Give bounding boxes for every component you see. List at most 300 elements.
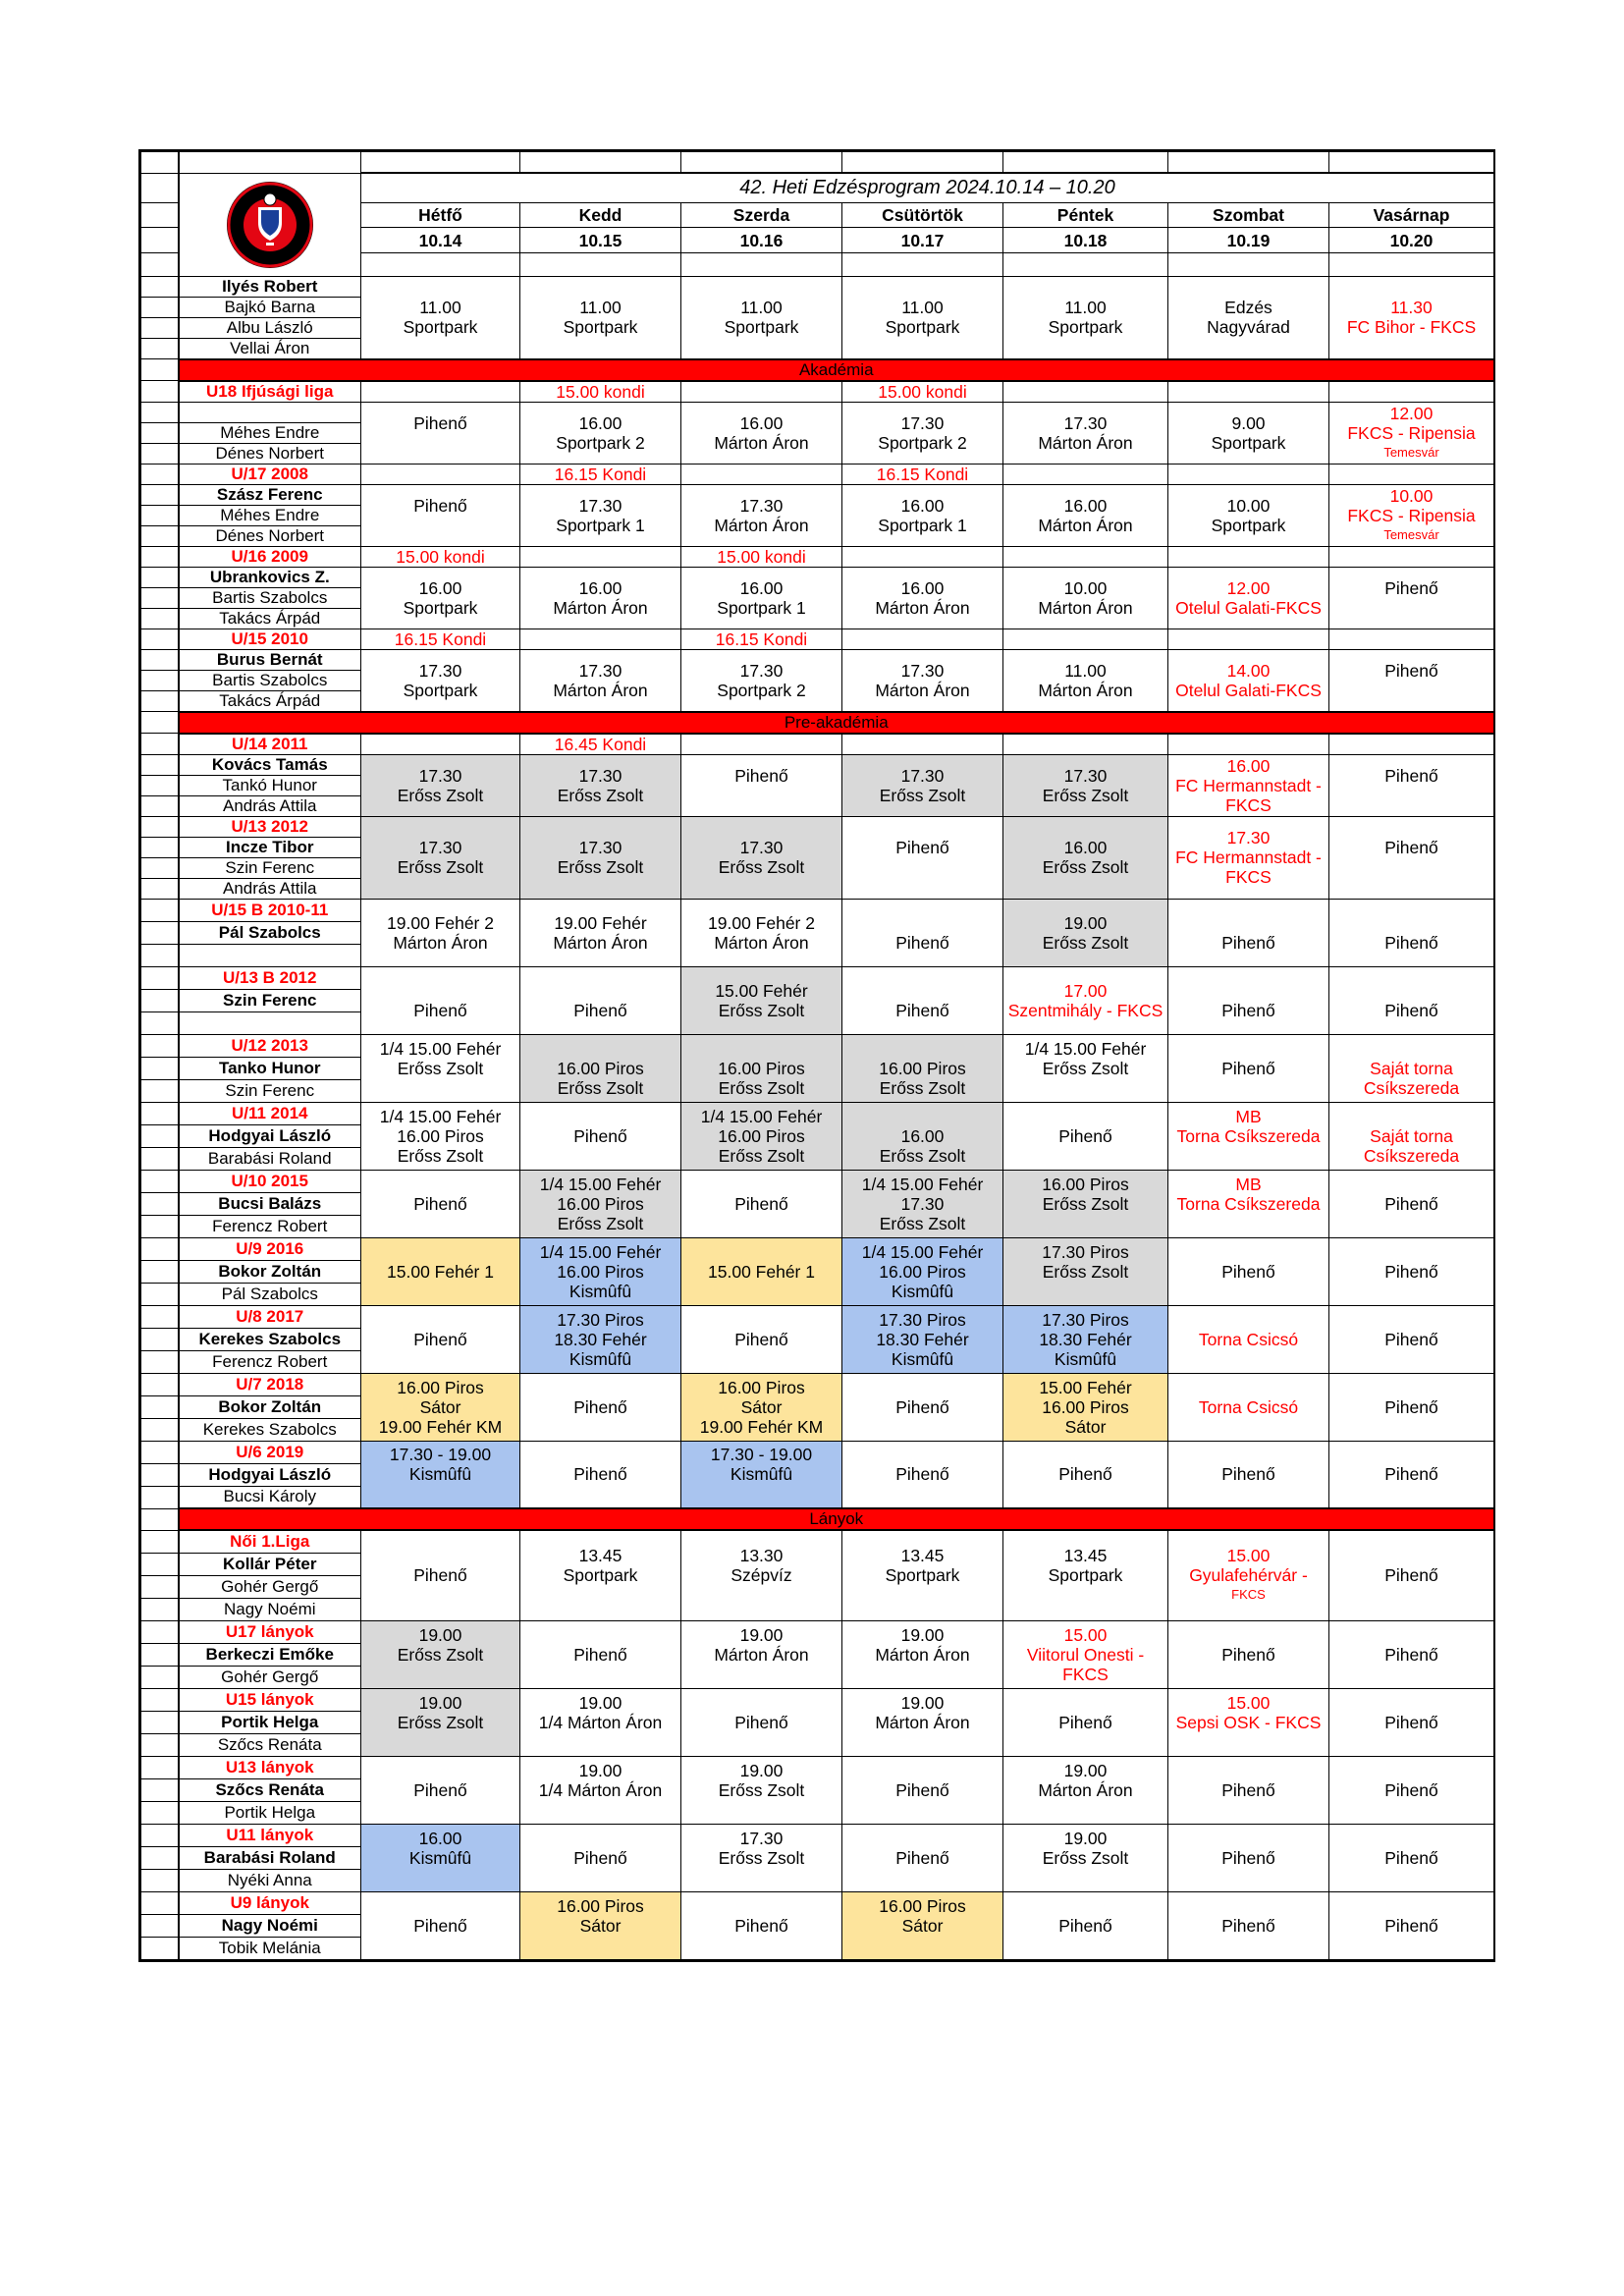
cell-line: Márton Áron — [875, 680, 970, 700]
coach-name: Barabási Roland — [179, 1846, 361, 1869]
row-number-cell — [141, 567, 179, 587]
training-cell — [1168, 1305, 1329, 1373]
row-number-cell — [141, 1441, 179, 1463]
training-cell — [1168, 1620, 1329, 1688]
cell-line — [1168, 913, 1328, 933]
cell-line: 17.30 — [1063, 765, 1108, 786]
cell-line: Kismûfû — [891, 1281, 954, 1301]
cell-line: Pihenő — [413, 495, 467, 516]
row-number-cell — [141, 1801, 179, 1824]
cell-line: 16.00 — [418, 1828, 462, 1848]
training-cell — [1329, 567, 1494, 629]
coach-name: Szin Ferenc — [179, 857, 361, 878]
cell-line — [681, 786, 841, 805]
cell-line: Sátor — [419, 1396, 461, 1417]
cell-line: Pihenő — [1058, 1712, 1112, 1732]
cell-line: 19.00 Fehér 2 — [708, 912, 815, 933]
row-number-cell — [141, 712, 179, 734]
cell-line — [1003, 1936, 1167, 1955]
cell-line: 15.00 Fehér — [1039, 1377, 1132, 1397]
training-cell — [1329, 1824, 1494, 1891]
cell-line: Csíkszereda — [1363, 1077, 1460, 1098]
cell-line: Sportpark — [403, 317, 478, 337]
coach-name: Kerekes Szabolcs — [179, 1418, 361, 1441]
kondi-cell — [361, 464, 520, 484]
training-cell — [520, 1034, 681, 1102]
group-title: U/10 2015 — [179, 1170, 361, 1192]
cell-line — [520, 1484, 680, 1503]
cell-line: Erőss Zsolt — [397, 857, 484, 877]
training-cell — [520, 649, 681, 712]
section-header-1: Pre-akadémia — [179, 712, 1494, 734]
day-date-5: 10.19 — [1168, 228, 1329, 253]
training-cell — [1003, 1441, 1168, 1508]
cell-line — [1168, 1282, 1328, 1301]
training-cell — [1329, 1441, 1494, 1508]
training-cell — [1003, 1688, 1168, 1756]
cell-line — [1329, 1585, 1493, 1605]
cell-line: 17.30 — [739, 1828, 784, 1848]
row-number-cell — [141, 1733, 179, 1756]
cell-line: 13.30 — [739, 1546, 784, 1566]
cell-line — [520, 981, 680, 1001]
cell-line — [1329, 1800, 1493, 1820]
cell-line: Márton Áron — [1038, 680, 1133, 700]
group-title: U11 lányok — [179, 1824, 361, 1846]
cell-line: Pihenő — [1384, 1644, 1438, 1665]
cell-line: Pihenő — [1221, 1847, 1275, 1868]
cell-line: 1/4 15.00 Fehér — [539, 1241, 662, 1262]
cell-line: Torna Csíkszereda — [1176, 1125, 1321, 1146]
coach-name: Kerekes Szabolcs — [179, 1328, 361, 1350]
row-number-cell — [141, 734, 179, 755]
cell-line: Pihenő — [1384, 1396, 1438, 1417]
kondi-cell — [1329, 464, 1494, 484]
cell-line: Kismûfû — [568, 1281, 632, 1301]
cell-line — [1329, 1214, 1493, 1233]
training-cell — [1168, 484, 1329, 546]
training-cell — [842, 754, 1003, 816]
cell-line: 17.30 — [418, 660, 462, 681]
cell-line — [1329, 1761, 1493, 1780]
kondi-cell: 16.15 Kondi — [842, 464, 1003, 484]
kondi-cell: 16.15 Kondi — [681, 629, 842, 649]
cell-line — [842, 981, 1002, 1001]
cell-line: Pihenő — [1384, 838, 1438, 857]
cell-line: Pihenő — [1384, 932, 1438, 953]
row-number-cell — [141, 484, 179, 505]
table-row — [141, 1441, 1494, 1463]
cell-line — [1168, 1829, 1328, 1848]
cell-line: 17.30 — [1063, 412, 1108, 433]
cell-line — [1329, 1107, 1493, 1126]
table-row — [141, 1824, 1494, 1846]
cell-line — [681, 1665, 841, 1684]
table-row — [141, 152, 1494, 174]
training-cell — [842, 1170, 1003, 1237]
cell-line: Pihenő — [413, 1193, 467, 1214]
cell-line — [520, 1829, 680, 1848]
cell-line: FC Hermannstadt - — [1175, 775, 1322, 795]
cell-line: Kismûfû — [408, 1464, 472, 1485]
cell-line — [681, 1693, 841, 1713]
row-number-cell — [141, 1350, 179, 1373]
kondi-cell: 15.00 kondi — [842, 381, 1003, 403]
blank-cell — [1168, 152, 1329, 174]
cell-line — [681, 1896, 841, 1916]
cell-line: 16.00 Piros — [1042, 1174, 1129, 1194]
row-number-cell — [141, 422, 179, 443]
cell-line: 13.45 — [578, 1546, 623, 1566]
row-number-cell — [141, 1575, 179, 1598]
club-logo-cell — [179, 173, 361, 276]
table-row — [141, 1756, 1494, 1778]
row-number-cell — [141, 1057, 179, 1079]
cell-line — [361, 433, 519, 453]
cell-line — [1168, 1625, 1328, 1645]
row-number-cell — [141, 1305, 179, 1328]
cell-line — [1329, 1625, 1493, 1645]
cell-line: Sportpark 2 — [717, 680, 806, 700]
row-number-cell — [141, 754, 179, 775]
training-cell — [1329, 1170, 1494, 1237]
training-cell — [1168, 1688, 1329, 1756]
cell-line: Pihenő — [895, 838, 949, 857]
cell-line: 1/4 15.00 Fehér — [539, 1174, 662, 1194]
cell-line: Pihenő — [1384, 1779, 1438, 1800]
coach-name: Albu László — [179, 317, 361, 338]
cell-line: Márton Áron — [875, 1712, 970, 1732]
cell-line: Pihenő — [1384, 660, 1438, 681]
cell-line: 17.30 — [900, 1193, 945, 1214]
cell-line — [842, 857, 1002, 877]
cell-line: 16.00 Piros — [718, 1377, 805, 1397]
coach-name: Gohér Gergő — [179, 1575, 361, 1598]
training-cell — [1168, 402, 1329, 464]
cell-line: MB — [1235, 1174, 1262, 1194]
training-cell — [1329, 276, 1494, 359]
coach-name: Hodgyai László — [179, 1463, 361, 1486]
cell-line — [361, 1896, 519, 1916]
cell-line — [842, 1445, 1002, 1464]
kondi-cell — [1003, 381, 1168, 403]
row-number-cell — [141, 989, 179, 1011]
cell-line: 12.00 — [1226, 577, 1271, 598]
cell-line: Erőss Zsolt — [879, 1145, 966, 1166]
training-cell — [842, 1891, 1003, 1959]
table-row — [141, 173, 1494, 202]
cell-line — [361, 1175, 519, 1194]
row-number-cell — [141, 944, 179, 966]
row-number-cell — [141, 1508, 179, 1530]
training-cell — [361, 816, 520, 899]
cell-line — [681, 1484, 841, 1503]
cell-line: Márton Áron — [875, 1644, 970, 1665]
training-schedule-table — [140, 151, 1494, 1960]
day-name-0: Hétfő — [361, 202, 520, 227]
cell-line: Erőss Zsolt — [718, 1145, 805, 1166]
row-number-cell — [141, 1170, 179, 1192]
training-cell — [842, 1530, 1003, 1620]
coach-name: Nyéki Anna — [179, 1869, 361, 1891]
training-cell — [1003, 1237, 1168, 1305]
cell-line: Márton Áron — [1038, 597, 1133, 618]
day-name-6: Vasárnap — [1329, 202, 1494, 227]
group-title: Női 1.Liga — [179, 1530, 361, 1553]
cell-line: 18.30 Fehér — [554, 1329, 647, 1349]
row-number-cell — [141, 795, 179, 816]
row-number-cell — [141, 546, 179, 567]
cell-line: 11.00 — [1064, 298, 1107, 317]
cell-line — [681, 1175, 841, 1194]
training-cell — [1329, 1620, 1494, 1688]
table-row — [141, 966, 1494, 989]
blank-cell — [179, 152, 361, 174]
row-number-cell — [141, 1147, 179, 1170]
cell-line: Pihenő — [1221, 1779, 1275, 1800]
training-cell — [520, 754, 681, 816]
row-number-cell — [141, 587, 179, 608]
cell-line: 19.00 — [739, 1624, 784, 1645]
cell-line — [1168, 1761, 1328, 1780]
cell-line — [361, 1546, 519, 1565]
training-cell — [842, 1756, 1003, 1824]
group-title: U/13 B 2012 — [179, 966, 361, 989]
training-cell — [361, 1170, 520, 1237]
row-number-cell — [141, 1937, 179, 1959]
cell-line: Gyulafehérvár - — [1189, 1565, 1308, 1586]
cell-line: Szentmihály - FKCS — [1007, 1000, 1164, 1020]
training-cell — [520, 1305, 681, 1373]
cell-line: 15.00 Fehér 1 — [387, 1261, 494, 1282]
cell-line — [1329, 1936, 1493, 1955]
training-cell — [681, 754, 842, 816]
cell-line — [1168, 1146, 1328, 1166]
cell-line: 17.30 Piros — [1042, 1309, 1129, 1330]
cell-line — [1003, 1214, 1167, 1233]
training-cell — [1168, 1237, 1329, 1305]
cell-line: 19.00 — [1063, 1828, 1108, 1848]
row-number-cell — [141, 690, 179, 712]
training-cell — [681, 567, 842, 629]
blank-cell — [842, 152, 1003, 174]
cell-line: Pihenő — [1221, 1644, 1275, 1665]
training-cell — [520, 1530, 681, 1620]
cell-line: FC Bihor - FKCS — [1346, 317, 1477, 337]
kondi-cell: 15.00 kondi — [361, 546, 520, 567]
blank-cell — [681, 253, 842, 276]
table-row — [141, 1530, 1494, 1553]
cell-line: Erőss Zsolt — [557, 857, 644, 877]
training-cell — [681, 1891, 842, 1959]
group-title: U/17 2008 — [179, 464, 361, 484]
cell-line: 16.00 — [578, 412, 623, 433]
cell-line — [681, 1349, 841, 1369]
cell-line: Torna Csicsó — [1198, 1329, 1299, 1349]
training-cell — [1003, 899, 1168, 966]
cell-line: Sportpark — [563, 1565, 638, 1586]
day-name-2: Szerda — [681, 202, 842, 227]
training-cell — [520, 966, 681, 1034]
cell-line: Pihenő — [1384, 1261, 1438, 1282]
group-title: Ilyés Robert — [179, 276, 361, 297]
cell-line — [842, 1761, 1002, 1780]
cell-line: Torna Csíkszereda — [1176, 1193, 1321, 1214]
cell-line — [842, 1800, 1002, 1820]
cell-line: 19.00 Fehér KM — [699, 1416, 824, 1437]
row-number-cell — [141, 381, 179, 403]
cell-line — [520, 1378, 680, 1397]
group-title: U/12 2013 — [179, 1034, 361, 1057]
cell-line: Sportpark — [1048, 1565, 1123, 1586]
row-number-cell — [141, 338, 179, 359]
cell-line: Márton Áron — [393, 932, 488, 953]
cell-line — [1329, 981, 1493, 1001]
row-number-cell — [141, 1124, 179, 1147]
cell-line: 16.00 — [1226, 755, 1271, 776]
cell-line — [520, 1665, 680, 1684]
cell-line: MB — [1235, 1106, 1262, 1126]
cell-line: 17.30 — [900, 765, 945, 786]
group-title: U9 lányok — [179, 1891, 361, 1914]
blank-cell — [1168, 253, 1329, 276]
training-cell — [1329, 1034, 1494, 1102]
cell-line — [520, 1445, 680, 1464]
coach-name: Bucsi Károly — [179, 1486, 361, 1508]
cell-line — [1168, 1078, 1328, 1098]
coach-name: Hodgyai László — [179, 1124, 361, 1147]
training-cell — [361, 1688, 520, 1756]
cell-line: Erőss Zsolt — [718, 1077, 805, 1098]
cell-line: Viitorul Onesti - — [1026, 1644, 1145, 1665]
coach-name: Burus Bernát — [179, 649, 361, 670]
coach-name: Gohér Gergő — [179, 1666, 361, 1688]
cell-line: 16.00 Piros — [397, 1125, 484, 1146]
cell-line: Temesvár — [1383, 444, 1439, 460]
cell-line: Otelul Galati-FKCS — [1175, 680, 1322, 700]
row-number-cell — [141, 276, 179, 297]
training-cell — [842, 816, 1003, 899]
training-cell — [1329, 1756, 1494, 1824]
cell-line: Erőss Zsolt — [1042, 785, 1129, 805]
cell-line: Kismûfû — [568, 1348, 632, 1369]
cell-line: Pihenő — [1384, 1712, 1438, 1732]
cell-line: Erőss Zsolt — [1042, 932, 1129, 953]
row-number-cell — [141, 1463, 179, 1486]
cell-line — [1329, 1665, 1493, 1684]
training-cell — [1003, 1102, 1168, 1170]
cell-line: Erőss Zsolt — [397, 1644, 484, 1665]
coach-name: Kovács Tamás — [179, 754, 361, 775]
kondi-cell — [361, 381, 520, 403]
group-title: U18 Ifjúsági liga — [179, 381, 361, 403]
coach-name: Ferencz Robert — [179, 1215, 361, 1237]
coach-name: Berkeczi Emőke — [179, 1643, 361, 1666]
cell-line: Pihenő — [573, 1847, 627, 1868]
cell-line: 1/4 15.00 Fehér — [379, 1038, 502, 1059]
group-title: U/8 2017 — [179, 1305, 361, 1328]
coach-name: Szőcs Renáta — [179, 1778, 361, 1801]
cell-line: Pihenő — [1221, 1261, 1275, 1282]
cell-line: Pihenő — [1384, 1565, 1438, 1586]
cell-line: FKCS — [1225, 867, 1272, 887]
training-cell — [842, 1373, 1003, 1441]
cell-line: Kismûfû — [1054, 1348, 1117, 1369]
table-row — [141, 402, 1494, 422]
cell-line: Sportpark 1 — [556, 515, 645, 535]
training-cell — [1168, 1373, 1329, 1441]
blank-cell — [1003, 253, 1168, 276]
table-row — [141, 754, 1494, 775]
cell-line: Pihenő — [895, 1847, 949, 1868]
cell-line — [520, 1585, 680, 1605]
cell-line: 11.00 — [579, 298, 622, 317]
cell-line: 17.30 Piros — [557, 1309, 644, 1330]
training-cell — [1003, 754, 1168, 816]
training-cell — [681, 649, 842, 712]
row-number-cell — [141, 505, 179, 525]
kondi-cell — [520, 546, 681, 567]
cell-line — [681, 1242, 841, 1262]
row-number-cell — [141, 1102, 179, 1124]
coach-name — [179, 944, 361, 966]
training-cell — [681, 899, 842, 966]
coach-name: Bokor Zoltán — [179, 1395, 361, 1418]
cell-line: Sportpark — [1211, 515, 1286, 535]
group-title: U/16 2009 — [179, 546, 361, 567]
cell-line: 17.30 Piros — [1042, 1241, 1129, 1262]
cell-line: Pihenő — [1384, 1915, 1438, 1936]
row-number-cell — [141, 649, 179, 670]
cell-line: 1/4 Márton Áron — [538, 1712, 663, 1732]
cell-line — [842, 1665, 1002, 1684]
training-cell — [1003, 1373, 1168, 1441]
cell-line — [681, 1585, 841, 1605]
group-title: U/11 2014 — [179, 1102, 361, 1124]
cell-line: Pihenő — [1384, 1464, 1438, 1485]
training-cell — [1329, 1891, 1494, 1959]
training-cell — [842, 1102, 1003, 1170]
coach-name: Takács Árpád — [179, 690, 361, 712]
cell-line: 16.00 Piros — [718, 1125, 805, 1146]
cell-line — [681, 1732, 841, 1752]
cell-line: Pihenő — [1221, 932, 1275, 953]
row-number-cell — [141, 1283, 179, 1305]
table-row — [141, 899, 1494, 921]
table-row — [141, 712, 1494, 734]
training-cell — [842, 1620, 1003, 1688]
table-row — [141, 359, 1494, 381]
cell-line — [361, 1349, 519, 1369]
training-cell — [1329, 899, 1494, 966]
cell-line: 16.00 Piros — [879, 1895, 966, 1916]
row-number-cell — [141, 1688, 179, 1711]
coach-name: Szin Ferenc — [179, 989, 361, 1011]
cell-line: 17.00 — [1063, 980, 1108, 1001]
group-title: U/7 2018 — [179, 1373, 361, 1395]
cell-line: Pihenő — [1058, 1915, 1112, 1936]
training-cell — [1003, 1824, 1168, 1891]
cell-line — [361, 1761, 519, 1780]
blank-cell — [1329, 253, 1494, 276]
training-cell — [842, 1688, 1003, 1756]
training-cell — [361, 1441, 520, 1508]
kondi-cell — [842, 546, 1003, 567]
cell-line: Erőss Zsolt — [1042, 1193, 1129, 1214]
kondi-cell — [1329, 734, 1494, 755]
cell-line: Pihenő — [413, 412, 467, 433]
cell-line: Erőss Zsolt — [879, 1213, 966, 1233]
